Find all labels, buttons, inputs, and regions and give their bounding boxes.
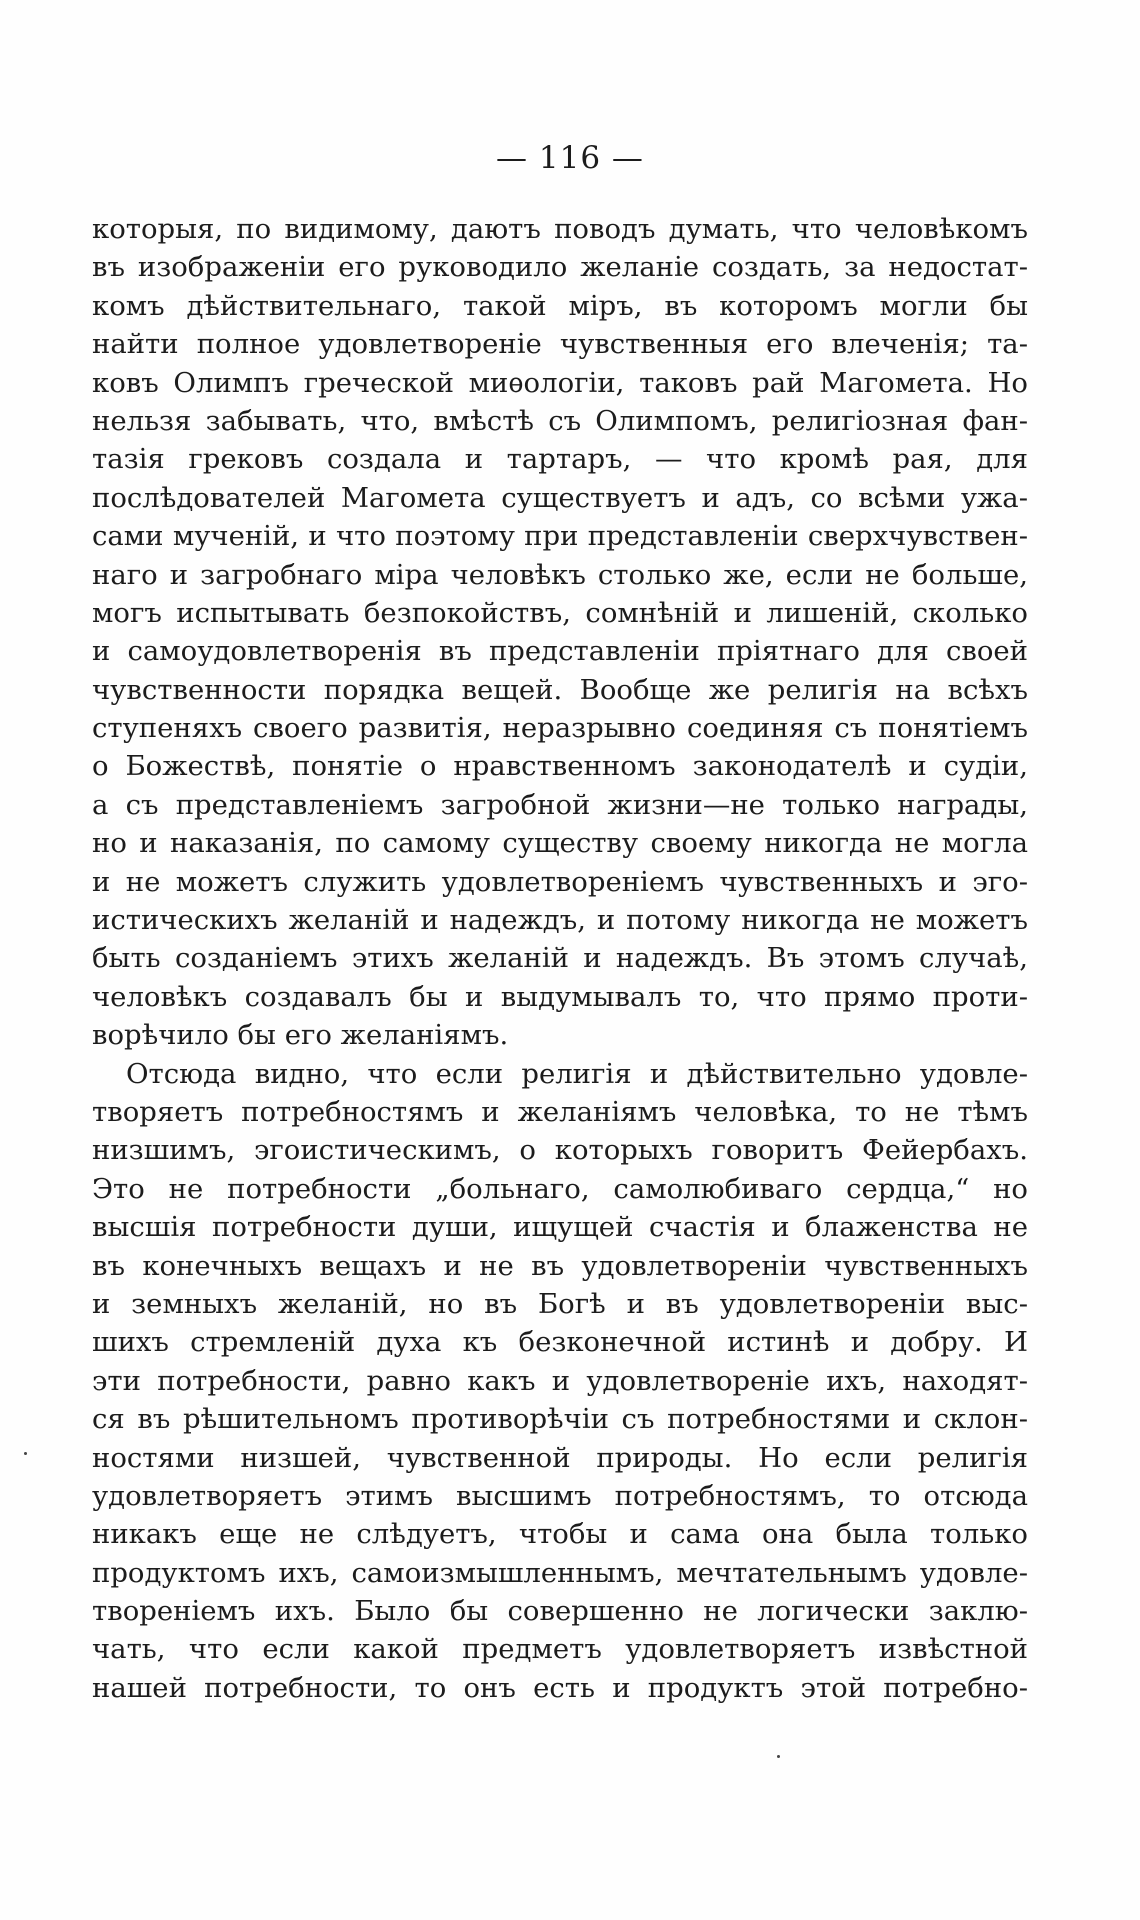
- text-line: найти полное удовлетвореніе чувственныя его влеченія; та-: [92, 328, 1028, 361]
- text-line: и не можетъ служить удовлетвореніемъ чувственныхъ и эго-: [92, 865, 1028, 898]
- paragraph-start-line: Отсюда видно, что если религія и дѣйствительно удовле-: [126, 1057, 1028, 1090]
- body-text: [92, 210, 1028, 1707]
- text-line: комъ дѣйствительнаго, такой міръ, въ которомъ могли бы: [92, 289, 1028, 322]
- text-line: о Божествѣ, понятіе о нравственномъ законодателѣ и судіи,: [92, 750, 1028, 783]
- text-line: истическихъ желаній и надеждъ, и потому никогда не можетъ: [92, 904, 1028, 937]
- text-line: высшія потребности души, ищущей счастія и блаженства не: [92, 1211, 1028, 1244]
- text-line: и самоудовлетворенія въ представленіи пріятнаго для своей: [92, 635, 1028, 668]
- text-line: низшимъ, эгоистическимъ, о которыхъ говоритъ Фейербахъ.: [92, 1134, 1028, 1167]
- text-line: ковъ Олимпъ греческой миѳологіи, таковъ рай Магомета. Но: [92, 366, 1028, 399]
- text-line: чать, что если какой предметъ удовлетворяетъ извѣстной: [92, 1633, 1028, 1666]
- text-line: наго и загробнаго міра человѣкъ столько же, если не больше,: [92, 558, 1028, 591]
- text-line: ностями низшей, чувственной природы. Но если религія: [92, 1441, 1028, 1474]
- text-line: послѣдователей Магомета существуетъ и адъ, со всѣми ужа-: [92, 481, 1028, 514]
- text-line: эти потребности, равно какъ и удовлетвореніе ихъ, находят-: [92, 1364, 1028, 1397]
- text-line: нашей потребности, то онъ есть и продуктъ этой потребно-: [92, 1671, 1028, 1704]
- text-line: которыя, по видимому, даютъ поводъ думать, что человѣкомъ: [92, 213, 1028, 245]
- text-line: и земныхъ желаній, но въ Богѣ и въ удовлетвореніи выс-: [92, 1287, 1028, 1320]
- text-line: а съ представленіемъ загробной жизни—не только награды,: [92, 788, 1028, 821]
- text-line: быть созданіемъ этихъ желаній и надеждъ. Въ этомъ случаѣ,: [92, 942, 1028, 975]
- text-line: шихъ стремленій духа къ безконечной истинѣ и добру. И: [92, 1326, 1028, 1359]
- text-line: ступеняхъ своего развитія, неразрывно соединяя съ понятіемъ: [92, 712, 1028, 745]
- text-line: но и наказанія, по самому существу своему никогда не могла: [92, 827, 1028, 860]
- page-number: — 116 —: [496, 140, 644, 176]
- text-line: чувственности порядка вещей. Вообще же религія на всѣхъ: [92, 673, 1028, 706]
- text-line: творяетъ потребностямъ и желаніямъ человѣка, то не тѣмъ: [92, 1095, 1028, 1128]
- ink-speck: [777, 1755, 780, 1758]
- text-line: никакъ еще не слѣдуетъ, чтобы и сама она была только: [92, 1518, 1028, 1551]
- text-line: ся въ рѣшительномъ противорѣчіи съ потребностями и склон-: [92, 1403, 1028, 1436]
- text-line: удовлетворяетъ этимъ высшимъ потребностямъ, то отсюда: [92, 1479, 1028, 1512]
- text-line: человѣкъ создавалъ бы и выдумывалъ то, что прямо проти-: [92, 980, 1028, 1013]
- text-line: тазія грековъ создала и тартаръ, — что кромѣ рая, для: [92, 443, 1028, 476]
- text-line: твореніемъ ихъ. Было бы совершенно не логически заклю-: [92, 1595, 1028, 1628]
- text-line: Это не потребности „больнаго, самолюбиваго сердца,“ но: [92, 1172, 1028, 1205]
- text-line: въ конечныхъ вещахъ и не въ удовлетвореніи чувственныхъ: [92, 1249, 1028, 1282]
- text-line: въ изображеніи его руководило желаніе создать, за недостат-: [92, 251, 1028, 284]
- paragraph-end-line: ворѣчило бы его желаніямъ.: [92, 1019, 509, 1052]
- text-line: нельзя забывать, что, вмѣстѣ съ Олимпомъ, религіозная фан-: [92, 404, 1028, 437]
- text-line: сами мученій, и что поэтому при представленіи сверхчувствен-: [92, 520, 1028, 553]
- text-line: могъ испытывать безпокойствъ, сомнѣній и лишеній, сколько: [92, 596, 1028, 629]
- text-line: продуктомъ ихъ, самоизмышленнымъ, мечтательнымъ удовле-: [92, 1556, 1028, 1589]
- ink-speck: [24, 1452, 27, 1455]
